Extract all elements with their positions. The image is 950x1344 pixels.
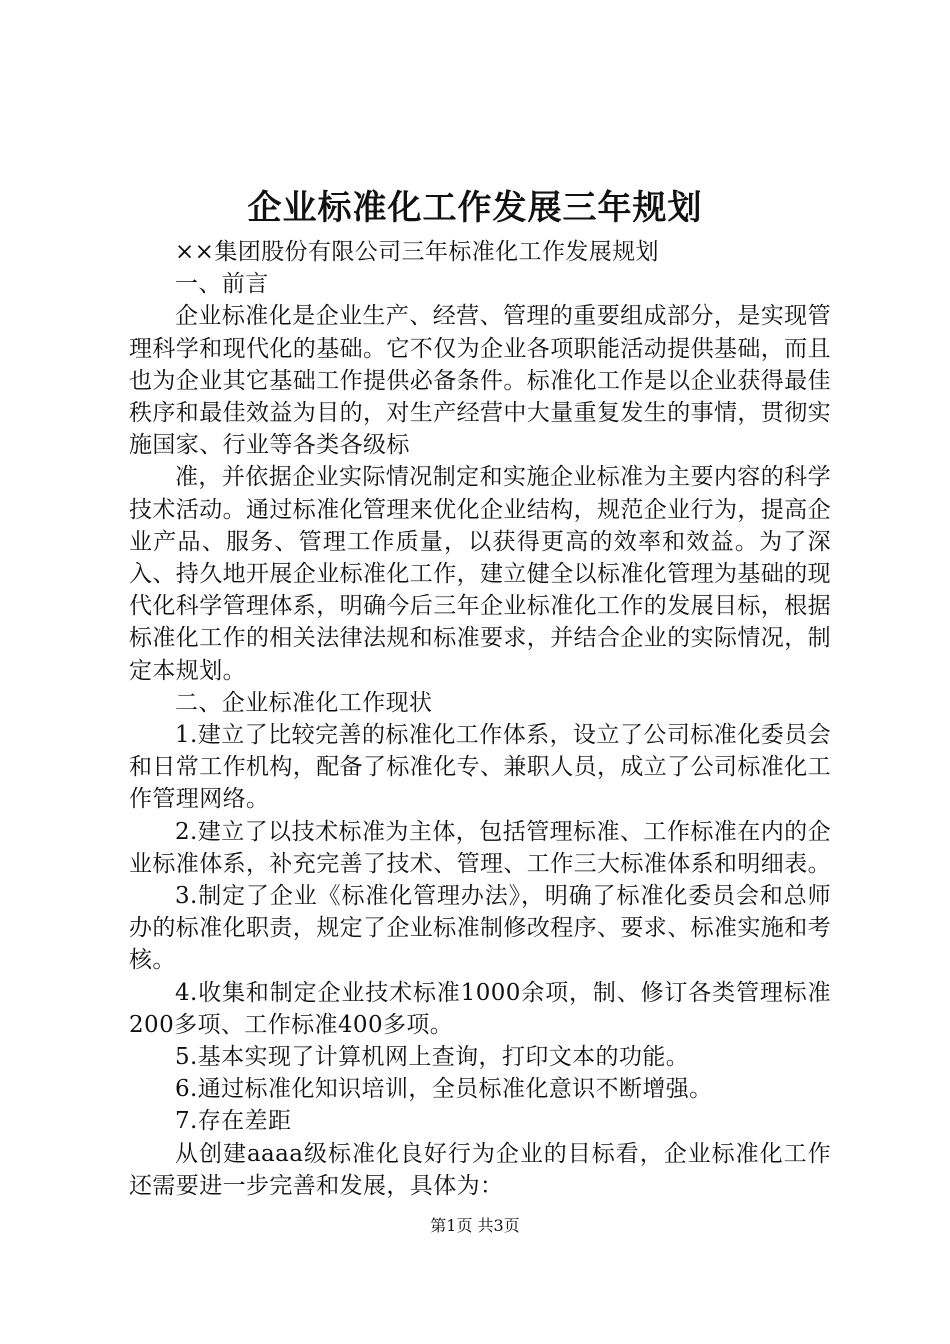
- paragraph-item-3: 3.制定了企业《标准化管理办法》，明确了标准化委员会和总师办的标准化职责，规定了企业标准制修改程序、要求、标准实施和考核。: [129, 883, 831, 974]
- paragraph-gap: 从创建aaaa级标准化良好行为企业的目标看，企业标准化工作还需要进一步完善和发展，具体为：: [129, 1140, 831, 1199]
- paragraph-preface-1: 企业标准化是企业生产、经营、管理的重要组成部分，是实现管理科学和现代化的基础。它不仅为企业各项职能活动提供基础，而且也为企业其它基础工作提供必备条件。标准化工作是以企业获得最佳秩序和最佳效益为目的，对生产经营中大量重复发生的事情，贯彻实施国家、行业等各类各级标: [129, 303, 831, 459]
- section-heading-preface: 一、前言: [175, 271, 269, 298]
- page-footer: 第1页 共3页: [430, 1216, 520, 1235]
- document-title: 企业标准化工作发展三年规划: [247, 188, 703, 228]
- document-body: [129, 236, 831, 1202]
- paragraph-item-4: 4.收集和制定企业技术标准1000余项，制、修订各类管理标准200多项、工作标准400多项。: [129, 979, 831, 1038]
- paragraph-item-5: 5.基本实现了计算机网上查询，打印文本的功能。: [175, 1044, 690, 1071]
- subtitle-paragraph: ××集团股份有限公司三年标准化工作发展规划: [175, 239, 659, 265]
- paragraph-item-2: 2.建立了以技术标准为主体，包括管理标准、工作标准在内的企业标准体系，补充完善了技术、管理、工作三大标准体系和明细表。: [129, 818, 831, 877]
- paragraph-item-7: 7.存在差距: [175, 1108, 292, 1135]
- paragraph-item-6: 6.通过标准化知识培训，全员标准化意识不断增强。: [175, 1076, 713, 1103]
- section-heading-status: 二、企业标准化工作现状: [175, 689, 433, 716]
- paragraph-item-1: 1.建立了比较完善的标准化工作体系，设立了公司标准化委员会和日常工作机构，配备了标准化专、兼职人员，成立了公司标准化工作管理网络。: [129, 722, 831, 813]
- paragraph-preface-2: 准，并依据企业实际情况制定和实施企业标准为主要内容的科学技术活动。通过标准化管理来优化企业结构，规范企业行为，提高企业产品、服务、管理工作质量，以获得更高的效率和效益。为了深入、持久地开展企业标准化工作，建立健全以标准化管理为基础的现代化科学管理体系，明确今后三年企业标准化工作的发展目标，根据标准化工作的相关法律法规和标准要求，并结合企业的实际情况，制定本规划。: [129, 464, 831, 684]
